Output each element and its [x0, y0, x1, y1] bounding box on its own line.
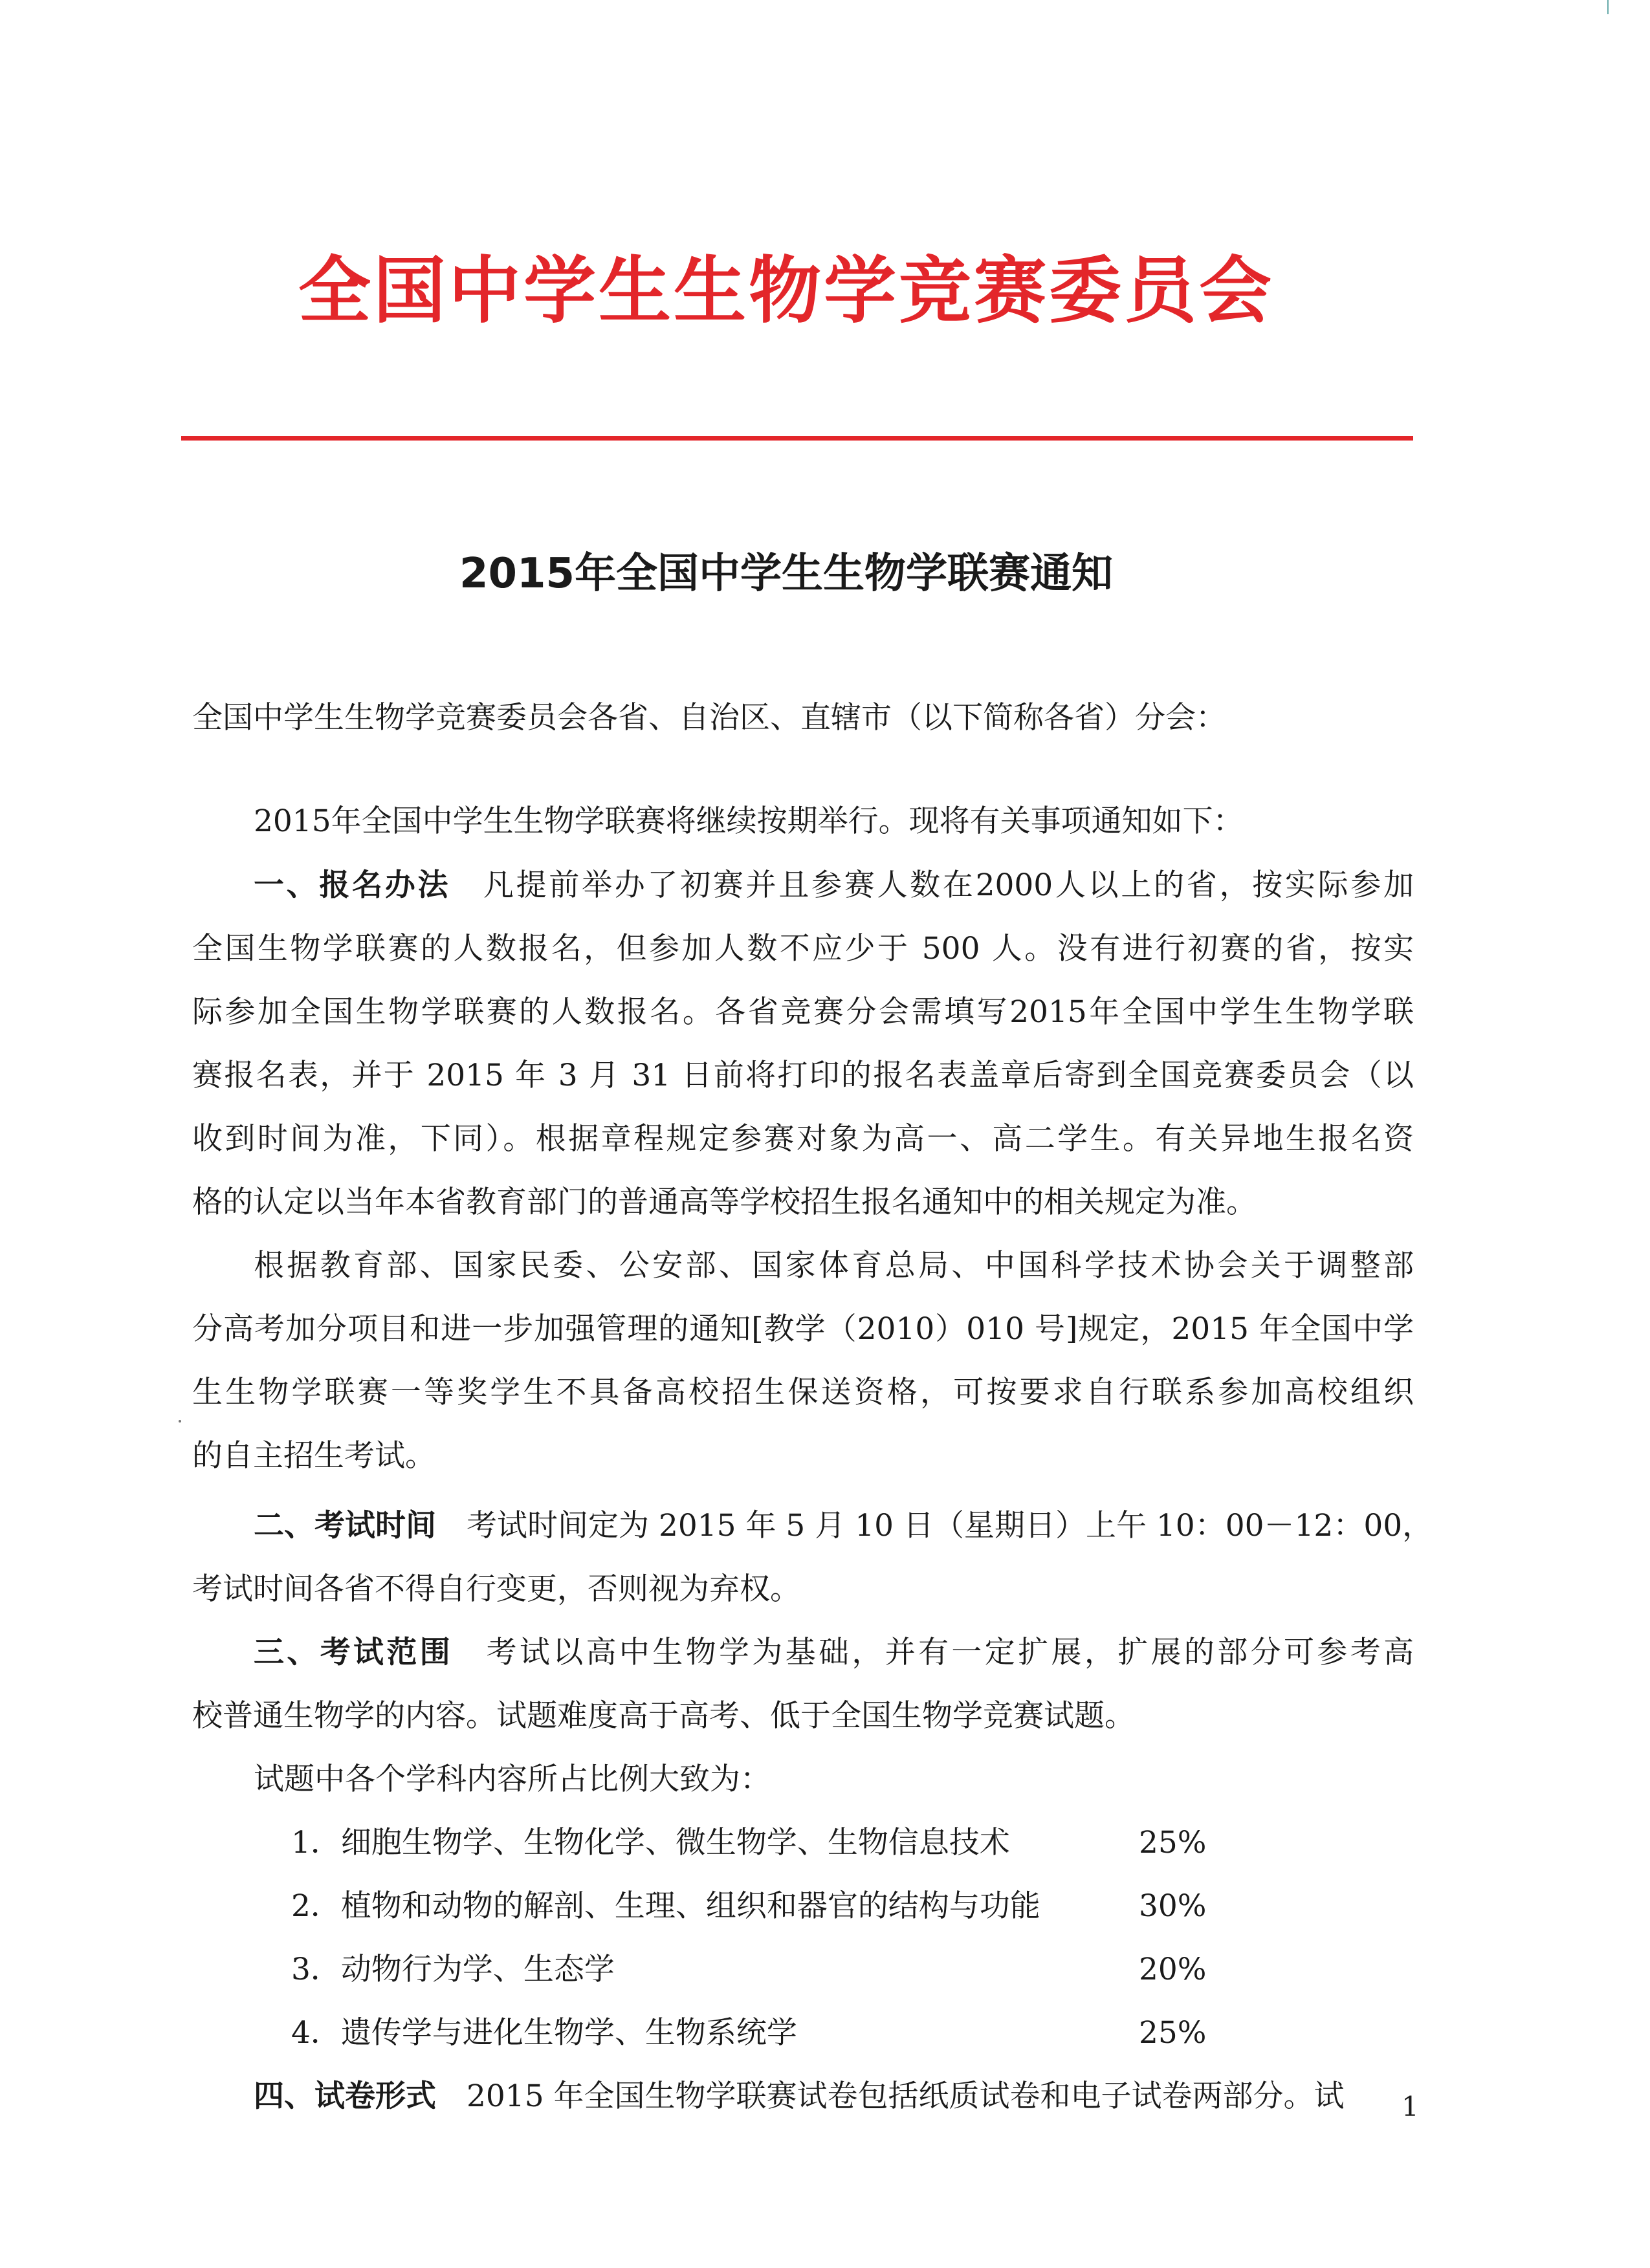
section-2-first-line — [254, 1508, 1433, 1543]
paragraph-2-line-1: 分高考加分项目和进一步加强管理的通知[教学（2010）010 号]规定，2015 年全国中学 — [192, 1311, 1414, 1347]
ratio-item-percent: 30% — [1139, 1888, 1207, 1924]
section-4-heading: 四、试卷形式 — [254, 2078, 436, 2114]
ratio-item-percent: 25% — [1139, 2015, 1207, 2051]
page-number: 1 — [1402, 2091, 1419, 2122]
section-1-line-4: 收到时间为准，下同）。根据章程规定参赛对象为高一、高二学生。有关异地生报名资 — [192, 1121, 1414, 1157]
scan-speck — [179, 1420, 181, 1423]
letterhead-rule — [181, 436, 1413, 441]
section-3-line-1: 校普通生物学的内容。试题难度高于高考、低于全国生物学竞赛试题。 — [192, 1698, 1135, 1734]
section-4-first-line — [254, 2078, 1345, 2114]
document-title: 2015年全国中学生生物学联赛通知 — [459, 550, 1114, 598]
section-3-first-line — [254, 1637, 1414, 1668]
section-1-line-5: 格的认定以当年本省教育部门的普通高等学校招生报名通知中的相关规定为准。 — [192, 1184, 1257, 1220]
section-3-heading: 三、考试范围 — [254, 1635, 454, 1670]
section-2-line-1: 考试时间各省不得自行变更，否则视为弃权。 — [192, 1571, 800, 1607]
ratio-item-percent: 25% — [1139, 1825, 1207, 1860]
section-1-line-0: 凡提前举办了初赛并且参赛人数在2000人以上的省，按实际参加 — [483, 867, 1414, 903]
section-3-line-0: 考试以高中生物学为基础，并有一定扩展，扩展的部分可参考高 — [486, 1635, 1414, 1670]
section-1-first-line — [254, 867, 1414, 903]
ratio-item-percent: 20% — [1139, 1952, 1207, 1987]
scan-edge-mark — [1607, 0, 1609, 14]
salutation: 全国中学生生物学竞赛委员会各省、自治区、直辖市（以下简称各省）分会： — [192, 700, 1226, 736]
ratio-item-label: 4．遗传学与进化生物学、生物系统学 — [291, 2015, 797, 2051]
ratio-item-label: 1．细胞生物学、生物化学、微生物学、生物信息技术 — [291, 1825, 1010, 1860]
ratio-intro: 试题中各个学科内容所占比例大致为： — [254, 1761, 771, 1797]
paragraph-2-line-0: 根据教育部、国家民委、公安部、国家体育总局、中国科学技术协会关于调整部 — [254, 1248, 1414, 1283]
intro-paragraph: 2015年全国中学生生物学联赛将继续按期举行。现将有关事项通知如下： — [254, 803, 1244, 839]
section-1-line-1: 全国生物学联赛的人数报名，但参加人数不应少于 500 人。没有进行初赛的省，按实 — [192, 931, 1414, 966]
paragraph-2-line-3: 的自主招生考试。 — [192, 1438, 435, 1474]
section-2-heading: 二、考试时间 — [254, 1508, 436, 1543]
section-1-line-2: 际参加全国生物学联赛的人数报名。各省竞赛分会需填写2015年全国中学生生物学联 — [192, 994, 1414, 1030]
ratio-item-label: 2．植物和动物的解剖、生理、组织和器官的结构与功能 — [291, 1888, 1040, 1924]
section-4-text: 2015 年全国生物学联赛试卷包括纸质试卷和电子试卷两部分。试 — [467, 2078, 1345, 2114]
letterhead-title: 全国中学生生物学竞赛委员会 — [298, 248, 1274, 333]
paragraph-2-line-2: 生生物学联赛一等奖学生不具备高校招生保送资格，可按要求自行联系参加高校组织 — [192, 1375, 1414, 1410]
section-2-line-0: 考试时间定为 2015 年 5 月 10 日（星期日）上午 10：00－12：00， — [467, 1508, 1433, 1543]
ratio-item-label: 3．动物行为学、生态学 — [291, 1952, 615, 1987]
section-1-line-3: 赛报名表，并于 2015 年 3 月 31 日前将打印的报名表盖章后寄到全国竞赛委员会（以 — [192, 1058, 1414, 1093]
section-1-heading: 一、报名办法 — [254, 867, 451, 903]
